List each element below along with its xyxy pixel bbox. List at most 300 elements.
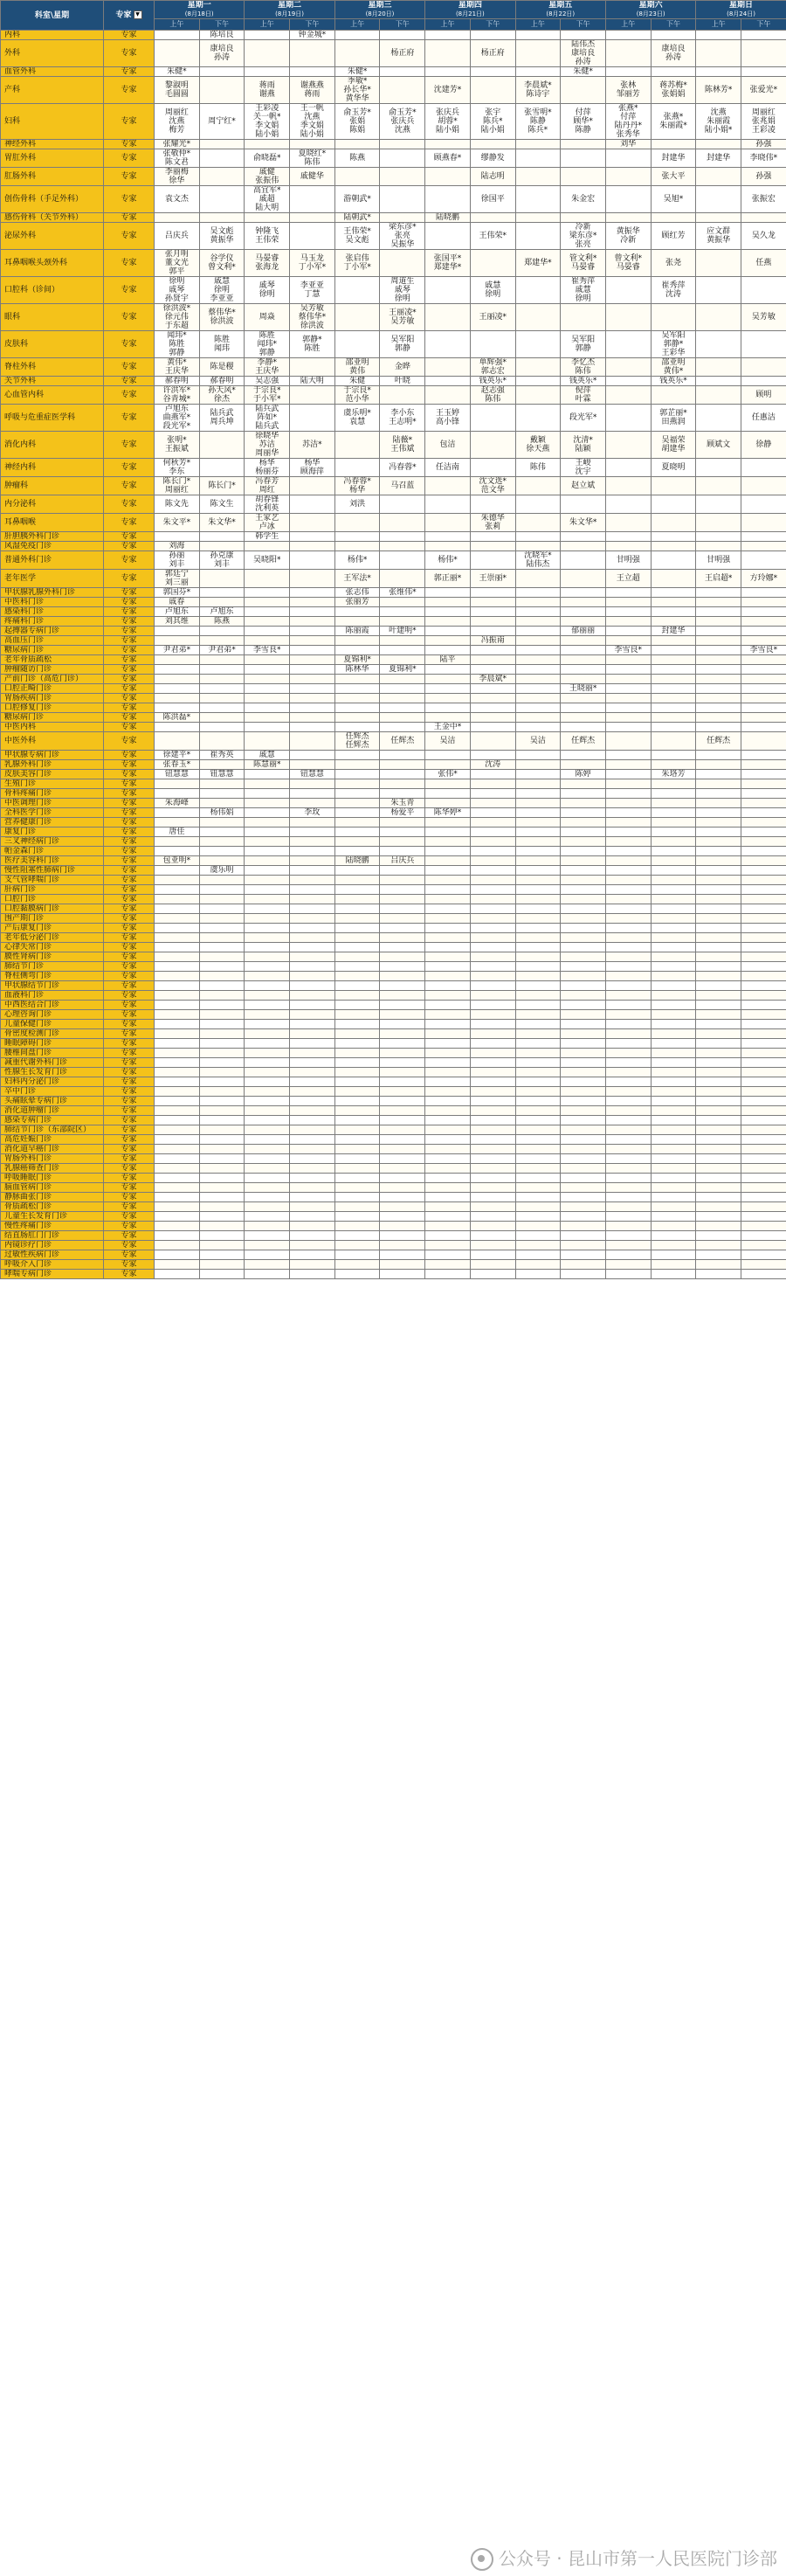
schedule-cell: 杨伟*	[334, 551, 380, 570]
schedule-cell	[605, 904, 651, 914]
schedule-cell	[696, 962, 741, 972]
schedule-cell	[380, 703, 425, 713]
schedule-cell	[561, 1097, 606, 1106]
schedule-cell	[245, 598, 290, 607]
schedule-cell	[245, 675, 290, 684]
schedule-cell: 陆朝武*	[334, 213, 380, 223]
schedule-cell	[605, 1193, 651, 1202]
schedule-cell	[605, 542, 651, 551]
clinic-type: 专家	[104, 895, 155, 904]
schedule-cell	[245, 665, 290, 675]
schedule-cell	[425, 607, 471, 617]
schedule-cell	[425, 924, 471, 933]
day-header-mon: 星期一 (8月18日)	[155, 1, 245, 19]
filter-dropdown-icon[interactable]: ▼	[134, 10, 142, 19]
schedule-cell	[290, 1174, 335, 1183]
schedule-cell	[290, 1183, 335, 1193]
schedule-cell	[561, 876, 606, 885]
schedule-cell	[515, 223, 561, 250]
schedule-cell	[470, 1087, 515, 1097]
schedule-cell: 缪静发	[470, 149, 515, 168]
department-name: 甲状腺结节门诊	[1, 981, 104, 991]
schedule-cell	[380, 1183, 425, 1193]
table-row	[1, 646, 786, 655]
schedule-cell	[290, 551, 335, 570]
clinic-type: 专家	[104, 808, 155, 818]
department-name: 血液科门诊	[1, 991, 104, 1001]
schedule-cell	[380, 250, 425, 277]
schedule-cell: 刘海	[155, 542, 200, 551]
schedule-cell	[470, 1097, 515, 1106]
table-row	[1, 140, 786, 149]
schedule-cell	[245, 1020, 290, 1029]
schedule-cell: 戚慧 徐明	[470, 277, 515, 304]
schedule-cell	[245, 991, 290, 1001]
schedule-cell: 徐静	[741, 432, 786, 459]
schedule-cell	[334, 432, 380, 459]
schedule-cell	[155, 627, 200, 636]
schedule-cell	[380, 962, 425, 972]
schedule-cell	[199, 933, 245, 943]
schedule-cell: 王军法*	[334, 570, 380, 588]
schedule-cell	[290, 924, 335, 933]
schedule-cell: 单辉强* 郭志宏	[470, 358, 515, 377]
clinic-type: 专家	[104, 972, 155, 981]
schedule-cell	[651, 1231, 696, 1241]
schedule-cell	[741, 1135, 786, 1145]
schedule-cell	[741, 1154, 786, 1164]
department-name: 肝病门诊	[1, 885, 104, 895]
schedule-cell: 甘明强	[605, 551, 651, 570]
schedule-cell	[470, 818, 515, 828]
schedule-cell	[561, 655, 606, 665]
schedule-cell	[155, 694, 200, 703]
schedule-cell: 于宗良* 范小华	[334, 386, 380, 405]
schedule-cell	[515, 779, 561, 789]
schedule-cell	[696, 972, 741, 981]
schedule-cell	[470, 598, 515, 607]
schedule-cell	[470, 876, 515, 885]
schedule-cell: 吴军阳 郭静	[561, 331, 606, 358]
schedule-cell	[245, 67, 290, 77]
schedule-cell: 陈华婷*	[425, 808, 471, 818]
schedule-cell	[425, 962, 471, 972]
schedule-cell	[741, 818, 786, 828]
schedule-cell	[696, 1116, 741, 1125]
schedule-cell	[696, 876, 741, 885]
schedule-cell	[245, 924, 290, 933]
schedule-cell	[561, 981, 606, 991]
schedule-cell	[334, 1077, 380, 1087]
schedule-cell	[334, 1039, 380, 1049]
schedule-cell: 顾斌文	[696, 432, 741, 459]
schedule-cell	[651, 885, 696, 895]
schedule-cell	[561, 1260, 606, 1270]
schedule-cell	[741, 617, 786, 627]
schedule-cell	[696, 808, 741, 818]
table-row	[1, 1183, 786, 1193]
schedule-cell: 李丽梅 徐华	[155, 168, 200, 186]
schedule-cell	[425, 972, 471, 981]
schedule-cell	[470, 646, 515, 655]
schedule-cell	[605, 952, 651, 962]
schedule-cell	[651, 532, 696, 542]
schedule-cell	[696, 856, 741, 866]
schedule-cell	[425, 895, 471, 904]
schedule-cell	[334, 818, 380, 828]
schedule-cell	[290, 1010, 335, 1020]
schedule-cell	[470, 655, 515, 665]
schedule-cell: 王一帆 沈燕 季文娟 陆小娟	[290, 104, 335, 140]
table-row	[1, 168, 786, 186]
schedule-cell	[605, 943, 651, 952]
schedule-cell	[605, 1058, 651, 1068]
schedule-cell	[334, 304, 380, 331]
table-row	[1, 856, 786, 866]
schedule-cell: 孙强	[741, 140, 786, 149]
schedule-cell: 卢旭东	[199, 607, 245, 617]
schedule-cell: 王家艺 卢冰	[245, 514, 290, 532]
schedule-cell: 曾文利* 马晏睿	[605, 250, 651, 277]
table-row	[1, 1241, 786, 1250]
department-name: 脑血管病门诊	[1, 1183, 104, 1193]
schedule-cell	[334, 837, 380, 847]
schedule-cell	[334, 1174, 380, 1183]
schedule-cell	[290, 386, 335, 405]
schedule-cell	[245, 876, 290, 885]
clinic-type: 专家	[104, 551, 155, 570]
schedule-cell: 倪萍 叶霖	[561, 386, 606, 405]
schedule-cell	[515, 924, 561, 933]
schedule-cell	[741, 1164, 786, 1174]
schedule-cell	[696, 1222, 741, 1231]
schedule-cell	[515, 646, 561, 655]
schedule-cell	[245, 627, 290, 636]
schedule-cell	[696, 1154, 741, 1164]
schedule-cell	[561, 1154, 606, 1164]
schedule-cell	[380, 1116, 425, 1125]
schedule-cell	[290, 972, 335, 981]
schedule-cell	[651, 1241, 696, 1250]
clinic-type: 专家	[104, 186, 155, 213]
table-row	[1, 914, 786, 924]
schedule-cell	[290, 1222, 335, 1231]
schedule-cell: 王晓丽*	[561, 684, 606, 694]
clinic-type: 专家	[104, 1001, 155, 1010]
schedule-cell	[561, 856, 606, 866]
clinic-type: 专家	[104, 1058, 155, 1068]
schedule-cell	[290, 991, 335, 1001]
clinic-type: 专家	[104, 514, 155, 532]
schedule-cell	[290, 847, 335, 856]
schedule-cell	[605, 1106, 651, 1116]
schedule-cell	[651, 1039, 696, 1049]
department-name: 心理咨询门诊	[1, 1010, 104, 1020]
schedule-cell	[651, 213, 696, 223]
schedule-cell	[425, 760, 471, 770]
schedule-cell	[741, 1193, 786, 1202]
schedule-cell	[515, 760, 561, 770]
schedule-cell: 张敬仲* 陈文君	[155, 149, 200, 168]
department-name: 产前门诊（高危门诊）	[1, 675, 104, 684]
schedule-cell	[470, 703, 515, 713]
schedule-cell	[741, 981, 786, 991]
clinic-type: 专家	[104, 1039, 155, 1049]
schedule-cell	[515, 1116, 561, 1125]
schedule-cell	[651, 1001, 696, 1010]
schedule-cell	[380, 943, 425, 952]
schedule-cell	[290, 213, 335, 223]
schedule-cell: 俞玉芳* 张娟 陈娟	[334, 104, 380, 140]
schedule-cell	[696, 1183, 741, 1193]
schedule-cell	[155, 1250, 200, 1260]
clinic-type: 专家	[104, 67, 155, 77]
clinic-type: 专家	[104, 477, 155, 495]
clinic-type: 专家	[104, 952, 155, 962]
schedule-cell: 赵志强 陈伟	[470, 386, 515, 405]
schedule-cell	[741, 1250, 786, 1260]
schedule-cell	[380, 789, 425, 799]
schedule-cell	[290, 914, 335, 924]
schedule-cell	[290, 477, 335, 495]
schedule-cell	[515, 828, 561, 837]
schedule-cell	[561, 168, 606, 186]
schedule-cell	[561, 1058, 606, 1068]
schedule-cell: 吴军阳 郭静* 王彩华	[651, 331, 696, 358]
schedule-cell	[605, 1049, 651, 1058]
schedule-cell: 付萍 顾华* 陈静	[561, 104, 606, 140]
schedule-cell	[245, 703, 290, 713]
schedule-cell	[561, 31, 606, 40]
schedule-cell	[605, 770, 651, 779]
schedule-cell: 朱健	[334, 377, 380, 386]
am-header: 上午	[515, 19, 561, 31]
department-name: 胃肠疾病门诊	[1, 694, 104, 703]
schedule-cell	[561, 598, 606, 607]
schedule-cell	[605, 1077, 651, 1087]
schedule-cell	[605, 304, 651, 331]
schedule-cell	[155, 1193, 200, 1202]
table-row	[1, 943, 786, 952]
clinic-type: 专家	[104, 40, 155, 67]
schedule-cell: 李亚亚 丁慧	[290, 277, 335, 304]
schedule-cell	[334, 636, 380, 646]
schedule-cell	[561, 1164, 606, 1174]
clinic-type: 专家	[104, 751, 155, 760]
department-name: 肝胆胰外科门诊	[1, 532, 104, 542]
schedule-cell	[425, 675, 471, 684]
schedule-cell	[651, 760, 696, 770]
schedule-cell	[155, 1154, 200, 1164]
pm-header: 下午	[380, 19, 425, 31]
schedule-cell	[425, 67, 471, 77]
schedule-cell	[290, 760, 335, 770]
schedule-cell	[561, 713, 606, 723]
day-header-sat: 星期六 (8月23日)	[605, 1, 695, 19]
schedule-cell	[290, 514, 335, 532]
department-name: 糖尿病门诊	[1, 713, 104, 723]
schedule-cell	[741, 331, 786, 358]
table-row	[1, 607, 786, 617]
clinic-type: 专家	[104, 732, 155, 751]
schedule-cell	[515, 895, 561, 904]
schedule-cell	[696, 532, 741, 542]
schedule-cell	[696, 277, 741, 304]
schedule-cell	[605, 866, 651, 876]
schedule-cell	[605, 495, 651, 514]
schedule-cell: 王崇丽*	[470, 570, 515, 588]
schedule-cell	[741, 551, 786, 570]
schedule-cell	[380, 1010, 425, 1020]
department-name: 膜性肾病门诊	[1, 952, 104, 962]
schedule-cell	[199, 1145, 245, 1154]
schedule-cell: 陆志明	[470, 168, 515, 186]
schedule-cell: 杨华 顾海萍	[290, 459, 335, 477]
schedule-cell: 徐国平	[470, 186, 515, 213]
schedule-cell	[741, 847, 786, 856]
schedule-cell: 康培良 孙涛	[199, 40, 245, 67]
schedule-cell	[515, 1135, 561, 1145]
department-name: 妇科内分泌门诊	[1, 1077, 104, 1087]
schedule-cell	[425, 943, 471, 952]
schedule-cell	[561, 818, 606, 828]
clinic-type: 专家	[104, 1049, 155, 1058]
schedule-cell: 张启伟 丁小军*	[334, 250, 380, 277]
schedule-cell	[605, 598, 651, 607]
schedule-cell	[425, 598, 471, 607]
schedule-cell	[515, 149, 561, 168]
schedule-cell	[515, 1058, 561, 1068]
schedule-cell	[245, 1058, 290, 1068]
schedule-cell	[470, 684, 515, 694]
schedule-cell: 张国平* 郑建华*	[425, 250, 471, 277]
schedule-cell	[425, 904, 471, 914]
schedule-cell	[651, 1174, 696, 1183]
wechat-icon	[471, 2548, 493, 2571]
schedule-cell	[290, 665, 335, 675]
department-name: 创伤骨科（手足外科）	[1, 186, 104, 213]
schedule-cell	[155, 1164, 200, 1174]
schedule-cell	[605, 1202, 651, 1212]
schedule-cell	[425, 818, 471, 828]
schedule-cell	[470, 962, 515, 972]
schedule-cell: 朱珞芳	[651, 770, 696, 779]
schedule-cell	[741, 952, 786, 962]
schedule-cell	[651, 675, 696, 684]
schedule-cell	[425, 779, 471, 789]
schedule-cell	[651, 477, 696, 495]
clinic-type: 专家	[104, 250, 155, 277]
schedule-cell: 吕庆兵	[380, 856, 425, 866]
schedule-cell	[741, 779, 786, 789]
schedule-cell	[741, 31, 786, 40]
schedule-cell	[515, 1202, 561, 1212]
schedule-cell: 朱文平*	[155, 514, 200, 532]
schedule-cell	[290, 1154, 335, 1164]
schedule-cell	[470, 981, 515, 991]
schedule-cell	[334, 808, 380, 818]
schedule-cell	[515, 588, 561, 598]
schedule-cell	[515, 304, 561, 331]
schedule-cell	[515, 1020, 561, 1029]
schedule-cell	[696, 377, 741, 386]
schedule-cell	[561, 723, 606, 732]
schedule-cell: 赵立斌	[561, 477, 606, 495]
schedule-cell	[290, 779, 335, 789]
schedule-cell	[425, 1241, 471, 1250]
schedule-cell	[199, 962, 245, 972]
schedule-cell: 陈文先	[155, 495, 200, 514]
schedule-cell	[380, 77, 425, 104]
schedule-cell	[380, 213, 425, 223]
schedule-cell	[741, 828, 786, 837]
department-name: 结直肠肛门门诊	[1, 1231, 104, 1241]
schedule-cell	[334, 532, 380, 542]
schedule-cell	[741, 914, 786, 924]
table-row	[1, 1125, 786, 1135]
schedule-cell	[651, 1058, 696, 1068]
schedule-cell	[290, 186, 335, 213]
schedule-cell	[741, 856, 786, 866]
schedule-cell	[425, 646, 471, 655]
schedule-cell	[425, 588, 471, 598]
schedule-cell: 陆晓鹏	[425, 213, 471, 223]
schedule-cell	[515, 808, 561, 818]
schedule-cell	[470, 1020, 515, 1029]
schedule-cell	[561, 532, 606, 542]
schedule-cell	[380, 924, 425, 933]
schedule-cell	[425, 876, 471, 885]
schedule-cell	[561, 1087, 606, 1097]
schedule-cell	[334, 542, 380, 551]
schedule-cell	[741, 1077, 786, 1087]
schedule-cell	[605, 1020, 651, 1029]
schedule-cell	[561, 588, 606, 598]
schedule-cell	[561, 1174, 606, 1183]
schedule-cell	[696, 588, 741, 598]
table-row	[1, 1222, 786, 1231]
schedule-cell: 李晨斌* 陈诗宇	[515, 77, 561, 104]
department-name: 口腔修复门诊	[1, 703, 104, 713]
department-name: 外科	[1, 40, 104, 67]
schedule-cell	[334, 962, 380, 972]
schedule-cell	[651, 67, 696, 77]
schedule-cell	[696, 789, 741, 799]
schedule-cell	[380, 760, 425, 770]
schedule-cell	[380, 723, 425, 732]
schedule-cell	[561, 1231, 606, 1241]
schedule-cell	[651, 1145, 696, 1154]
table-row	[1, 991, 786, 1001]
schedule-cell: 陈文生	[199, 495, 245, 514]
schedule-cell	[334, 972, 380, 981]
clinic-type: 专家	[104, 665, 155, 675]
schedule-cell	[155, 924, 200, 933]
schedule-cell	[515, 837, 561, 847]
schedule-cell	[470, 789, 515, 799]
schedule-cell	[696, 67, 741, 77]
schedule-cell: 吴旭*	[651, 186, 696, 213]
schedule-cell	[380, 1193, 425, 1202]
schedule-cell	[515, 904, 561, 914]
schedule-cell	[334, 331, 380, 358]
schedule-cell	[696, 1241, 741, 1250]
type-column-header[interactable]	[104, 1, 155, 31]
schedule-cell	[425, 477, 471, 495]
schedule-cell: 吕庆兵	[155, 223, 200, 250]
schedule-cell: 虞乐明	[199, 866, 245, 876]
schedule-cell	[245, 828, 290, 837]
